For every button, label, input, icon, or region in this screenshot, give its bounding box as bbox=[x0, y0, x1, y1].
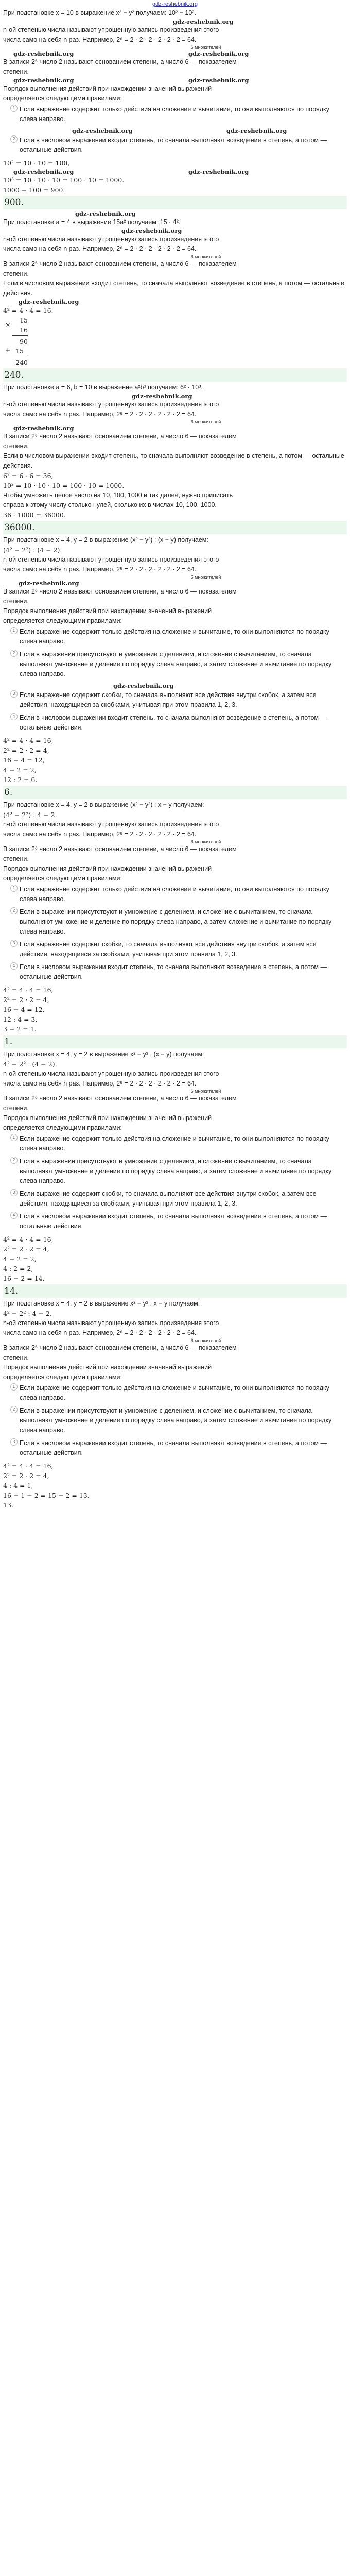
rule-text: Если в числовом выражении входит степень, то сначала выполняют возведение в степень, а потом — остальные действия. bbox=[3, 452, 344, 469]
power-degree-word: степени. bbox=[3, 598, 29, 605]
rule-item: 2 Если в выражении присутствуют и умножение с делением, и сложение с вычитанием, то сначала выполняют умножение и деление по порядку слева направо, а затем сложение и вычитание по порядку слева направо. bbox=[10, 907, 347, 937]
rule-item: 3 Если выражение содержит скобки, то сначала выполняют все действия внутри скобок, а затем все действия, находящиеся за скобками, учитывая при этом правила 1, 2, 3. bbox=[10, 690, 347, 710]
calc-line: 2² = 2 · 2 = 4, bbox=[3, 1472, 49, 1480]
power-example: числа само на себя n раз. Например, 2⁶ = 2 · 2 · 2 · 2 · 2 · 2 = 64. bbox=[3, 1080, 197, 1087]
task-7 bbox=[3, 1299, 347, 1510]
watermark: gdz-reshebnik.org bbox=[19, 580, 79, 587]
calc-line: 10³ = 10 · 10 · 10 = 100 · 10 = 1000. bbox=[3, 482, 125, 489]
calc-line: 2² = 2 · 2 = 4, bbox=[3, 996, 49, 1004]
task-intro: При подстановке x = 4, y = 2 в выражение (x² − y²) : x − y получаем: bbox=[3, 801, 204, 808]
rule-item: 1 Если выражение содержит только действия на сложение и вычитание, то они выполняются по порядку слева направо. bbox=[10, 1383, 347, 1403]
calc-line: 12 : 4 = 3, bbox=[3, 1015, 38, 1023]
brace-label: 6 множителей bbox=[190, 574, 221, 580]
power-example: числа само на себя n раз. Например, 2⁶ = 2 · 2 · 2 · 2 · 2 · 2 = 64. bbox=[3, 411, 197, 418]
order-intro-2: определяется следующими правилами: bbox=[3, 95, 122, 102]
watermark: gdz-reshebnik.org bbox=[13, 77, 74, 84]
calc-line: 36 · 1000 = 36000. bbox=[3, 511, 66, 519]
order-intro: Порядок выполнения действий при нахождении значений выражений bbox=[3, 607, 212, 615]
brace-label: 6 множителей bbox=[190, 839, 221, 844]
watermark: gdz-reshebnik.org bbox=[188, 77, 249, 84]
power-degree-word: степени. bbox=[3, 855, 29, 862]
rule-item: 2 Если в числовом выражении входит степень, то сначала выполняют возведение в степень, а потом — остальные действия. bbox=[10, 135, 347, 155]
watermark: gdz-reshebnik.org bbox=[226, 127, 287, 134]
order-intro: Порядок выполнения действий при нахождении значений выражений bbox=[3, 865, 212, 872]
power-example: числа само на себя n раз. Например, 2⁶ = 2 · 2 · 2 · 2 · 2 · 2 = 64. bbox=[3, 36, 197, 43]
power-definition: n-ой степенью числа называют упрощенную запись произведения этого bbox=[3, 26, 219, 33]
watermark: gdz-reshebnik.org bbox=[13, 168, 74, 175]
column-result: 240 bbox=[15, 359, 28, 366]
note: справа к этому числу столько нулей, сколько их в числах 10, 100, 1000. bbox=[3, 501, 217, 509]
site-link[interactable]: gdz-reshebnik.org bbox=[152, 1, 198, 7]
answer: 14. bbox=[3, 1284, 347, 1298]
column-multiplication: × 15 16 90 + 15 240 bbox=[5, 316, 28, 366]
order-intro: Порядок выполнения действий при нахождении значений выражений bbox=[3, 1114, 212, 1122]
power-definition: n-ой степенью числа называют упрощенную запись произведения этого bbox=[3, 1319, 219, 1327]
watermark: gdz-reshebnik.org bbox=[121, 227, 182, 234]
task-substituted: 4² − 2² : (4 − 2). bbox=[3, 1060, 57, 1068]
calc-line: 4² = 4 · 4 = 16, bbox=[3, 737, 54, 744]
rule-item: 4 Если в числовом выражении входит степень, то сначала выполняют возведение в степень, а потом — остальные действия. bbox=[10, 1212, 347, 1231]
watermark: gdz-reshebnik.org bbox=[19, 298, 79, 306]
power-definition: n-ой степенью числа называют упрощенную запись произведения этого bbox=[3, 1070, 219, 1077]
brace-label: 6 множителей bbox=[190, 254, 221, 259]
calc-line: 4² = 4 · 4 = 16, bbox=[3, 1462, 54, 1470]
watermark: gdz-reshebnik.org bbox=[13, 50, 74, 57]
watermark: gdz-reshebnik.org bbox=[75, 210, 136, 217]
calc-line: 3 − 2 = 1. bbox=[3, 1025, 37, 1033]
rule-item: 4 Если в числовом выражении входит степень, то сначала выполняют возведение в степень, а потом — остальные действия. bbox=[10, 962, 347, 982]
power-base-exponent: В записи 2⁶ число 2 называют основанием степени, а число 6 — показателем bbox=[3, 1344, 237, 1351]
partial-2: 15 bbox=[15, 347, 24, 355]
watermark: gdz-reshebnik.org bbox=[72, 127, 133, 134]
power-base-exponent: В записи 2⁶ число 2 называют основанием степени, а число 6 — показателем bbox=[3, 433, 237, 440]
power-base-exponent: В записи 2⁶ число 2 называют основанием степени, а число 6 — показателем bbox=[3, 260, 237, 267]
task-intro: При подстановке a = 4 в выражение 15a² получаем: 15 · 4². bbox=[3, 218, 181, 226]
answer: 6. bbox=[3, 786, 347, 799]
rule-item: 4 Если в числовом выражении входит степень, то сначала выполняют возведение в степень, а потом — остальные действия. bbox=[10, 713, 347, 733]
final-answer-text: 13. bbox=[3, 1501, 13, 1509]
answer: 900. bbox=[3, 196, 347, 209]
power-base-exponent: В записи 2⁶ число 2 называют основанием степени, а число 6 — показателем bbox=[3, 588, 237, 595]
task-intro: При подстановке x = 4, y = 2 в выражение x² − y² : x − y получаем: bbox=[3, 1300, 200, 1307]
order-intro: Порядок выполнения действий при нахождении значений выражений bbox=[3, 1364, 212, 1371]
calc-line: 4² = 4 · 4 = 16, bbox=[3, 1235, 54, 1243]
calc-line: 4 − 2 = 2, bbox=[3, 766, 37, 774]
rule-item: 1 Если выражение содержит только действия на сложение и вычитание, то они выполняются по порядку слева направо. bbox=[10, 885, 347, 904]
brace-label: 6 множителей bbox=[190, 1338, 221, 1343]
calc-line: 2² = 2 · 2 = 4, bbox=[3, 747, 49, 754]
task-substituted: (4² − 2²) : 4 − 2. bbox=[3, 811, 57, 819]
calc-line: 2² = 2 · 2 = 4, bbox=[3, 1245, 49, 1253]
answer: 36000. bbox=[3, 521, 347, 534]
calc-line: 10² = 10 · 10 = 100, bbox=[3, 159, 70, 167]
power-definition: n-ой степенью числа называют упрощенную запись произведения этого bbox=[3, 235, 219, 243]
calc-line: 4 : 4 = 1, bbox=[3, 1482, 33, 1489]
power-base-exponent: В записи 2⁶ число 2 называют основанием степени, а число 6 — показателем bbox=[3, 58, 237, 65]
rule-item: 3 Если выражение содержит скобки, то сначала выполняют все действия внутри скобок, а затем все действия, находящиеся за скобками, учитывая при этом правила 1, 2, 3. bbox=[10, 940, 347, 959]
partial-1: 90 bbox=[20, 337, 28, 345]
rule-text: Если в числовом выражении входит степень, то сначала выполняют возведение в степень, а потом — остальные действия. bbox=[3, 280, 344, 297]
calc-line: 6² = 6 · 6 = 36, bbox=[3, 472, 54, 480]
rule-item: 1 Если выражение содержит только действия на сложение и вычитание, то они выполняются по порядку слева направо. bbox=[10, 1134, 347, 1154]
power-definition: n-ой степенью числа называют упрощенную запись произведения этого bbox=[3, 556, 219, 563]
watermark: gdz-reshebnik.org bbox=[13, 425, 74, 432]
rule-item: 2 Если в выражении присутствуют и умножение с делением, и сложение с вычитанием, то сначала выполняют умножение и деление по порядку слева направо, а затем сложение и вычитание по порядку слева направо. bbox=[10, 1157, 347, 1186]
task-1 bbox=[3, 8, 347, 209]
brace-label: 6 множителей bbox=[190, 419, 221, 425]
power-example: числа само на себя n раз. Например, 2⁶ = 2 · 2 · 2 · 2 · 2 · 2 = 64. bbox=[3, 245, 197, 252]
power-degree-word: степени. bbox=[3, 68, 29, 75]
power-degree-word: степени. bbox=[3, 443, 29, 450]
power-degree-word: степени. bbox=[3, 1354, 29, 1361]
task-5 bbox=[3, 800, 347, 1048]
task-4 bbox=[3, 535, 347, 799]
calc-line: 10³ = 10 · 10 · 10 = 100 · 10 = 1000. bbox=[3, 176, 125, 184]
task-2 bbox=[3, 210, 347, 382]
watermark: gdz-reshebnik.org bbox=[188, 168, 249, 175]
watermark: gdz-reshebnik.org bbox=[173, 18, 234, 25]
rule-item: 2 Если в выражении присутствуют и умножение с делением, и сложение с вычитанием, то сначала выполняют умножение и деление по порядку слева направо, а затем сложение и вычитание по порядку слева направо. bbox=[10, 650, 347, 679]
answer: 240. bbox=[3, 368, 347, 382]
order-intro-2: определяется следующими правилами: bbox=[3, 1124, 122, 1131]
watermark: gdz-reshebnik.org bbox=[113, 682, 174, 689]
rule-item: 2 Если в выражении присутствуют и умножение с делением, и сложение с вычитанием, то сначала выполняют умножение и деление по порядку слева направо, а затем сложение и вычитание по порядку слева направо. bbox=[10, 1406, 347, 1435]
power-base-exponent: В записи 2⁶ число 2 называют основанием степени, а число 6 — показателем bbox=[3, 845, 237, 853]
rule-item: 3 Если в числовом выражении входит степень, то сначала выполняют возведение в степень, а потом — остальные действия. bbox=[10, 1438, 347, 1458]
brace-label: 6 множителей bbox=[190, 45, 221, 50]
power-base-exponent: В записи 2⁶ число 2 называют основанием степени, а число 6 — показателем bbox=[3, 1095, 237, 1102]
task-intro: При подстановке x = 4, y = 2 в выражение (x² − y²) : (x − y) получаем: bbox=[3, 536, 208, 544]
task-substituted: (4² − 2²) : (4 − 2). bbox=[3, 546, 62, 554]
order-intro-2: определяется следующими правилами: bbox=[3, 1374, 122, 1381]
power-degree-word: степени. bbox=[3, 1105, 29, 1112]
power-example: числа само на себя n раз. Например, 2⁶ = 2 · 2 · 2 · 2 · 2 · 2 = 64. bbox=[3, 1329, 197, 1336]
factor-b: 16 bbox=[20, 326, 28, 334]
note: Чтобы умножить целое число на 10, 100, 1000 и так далее, нужно приписать bbox=[3, 492, 233, 499]
task-intro: При подстановке a = 6, b = 10 в выражение a²b³ получаем: 6² · 10³. bbox=[3, 384, 203, 391]
rule-item: 3 Если выражение содержит скобки, то сначала выполняют все действия внутри скобок, а затем все действия, находящиеся за скобками, учитывая при этом правила 1, 2, 3. bbox=[10, 1189, 347, 1209]
order-intro-2: определяется следующими правилами: bbox=[3, 617, 122, 624]
watermark: gdz-reshebnik.org bbox=[188, 50, 249, 57]
calc-line: 4² = 4 · 4 = 16. bbox=[3, 307, 54, 314]
calc-line: 4 : 2 = 2, bbox=[3, 1265, 33, 1273]
task-substituted: 4² − 2² : 4 − 2. bbox=[3, 1310, 52, 1317]
calc-line: 16 − 4 = 12, bbox=[3, 1006, 45, 1013]
rule-item: 1 Если выражение содержит только действия на сложение и вычитание, то они выполняются по порядку слева направо. bbox=[10, 627, 347, 647]
calc-line: 4² = 4 · 4 = 16, bbox=[3, 986, 54, 994]
task-6 bbox=[3, 1049, 347, 1298]
watermark: gdz-reshebnik.org bbox=[132, 393, 192, 400]
calc-line: 16 − 1 − 2 = 15 − 2 = 13. bbox=[3, 1492, 90, 1499]
calc-line: 4 − 2 = 2, bbox=[3, 1255, 37, 1263]
factor-a: 15 bbox=[20, 316, 28, 324]
task-intro: При подстановке x = 10 в выражение x² − y² получаем: 10² − 10². bbox=[3, 9, 196, 16]
answer: 1. bbox=[3, 1035, 347, 1048]
order-intro-2: определяется следующими правилами: bbox=[3, 875, 122, 882]
order-intro: Порядок выполнения действий при нахождении значений выражений bbox=[3, 85, 212, 92]
power-definition: n-ой степенью числа называют упрощенную запись произведения этого bbox=[3, 821, 219, 828]
brace-label: 6 множителей bbox=[190, 1089, 221, 1094]
task-3 bbox=[3, 383, 347, 534]
task-intro: При подстановке x = 4, y = 2 в выражение x² − y² : (x − y) получаем: bbox=[3, 1050, 204, 1058]
calc-line: 16 − 2 = 14. bbox=[3, 1275, 45, 1282]
power-degree-word: степени. bbox=[3, 270, 29, 277]
power-example: числа само на себя n раз. Например, 2⁶ = 2 · 2 · 2 · 2 · 2 · 2 = 64. bbox=[3, 566, 197, 573]
calc-line: 1000 − 100 = 900. bbox=[3, 186, 65, 194]
calc-line: 12 : 2 = 6. bbox=[3, 776, 38, 784]
calc-line: 16 − 4 = 12, bbox=[3, 756, 45, 764]
rule-item: 1 Если выражение содержит только действия на сложение и вычитание, то они выполняются по порядку слева направо. bbox=[10, 105, 347, 124]
power-definition: n-ой степенью числа называют упрощенную запись произведения этого bbox=[3, 401, 219, 408]
power-example: числа само на себя n раз. Например, 2⁶ = 2 · 2 · 2 · 2 · 2 · 2 = 64. bbox=[3, 831, 197, 838]
